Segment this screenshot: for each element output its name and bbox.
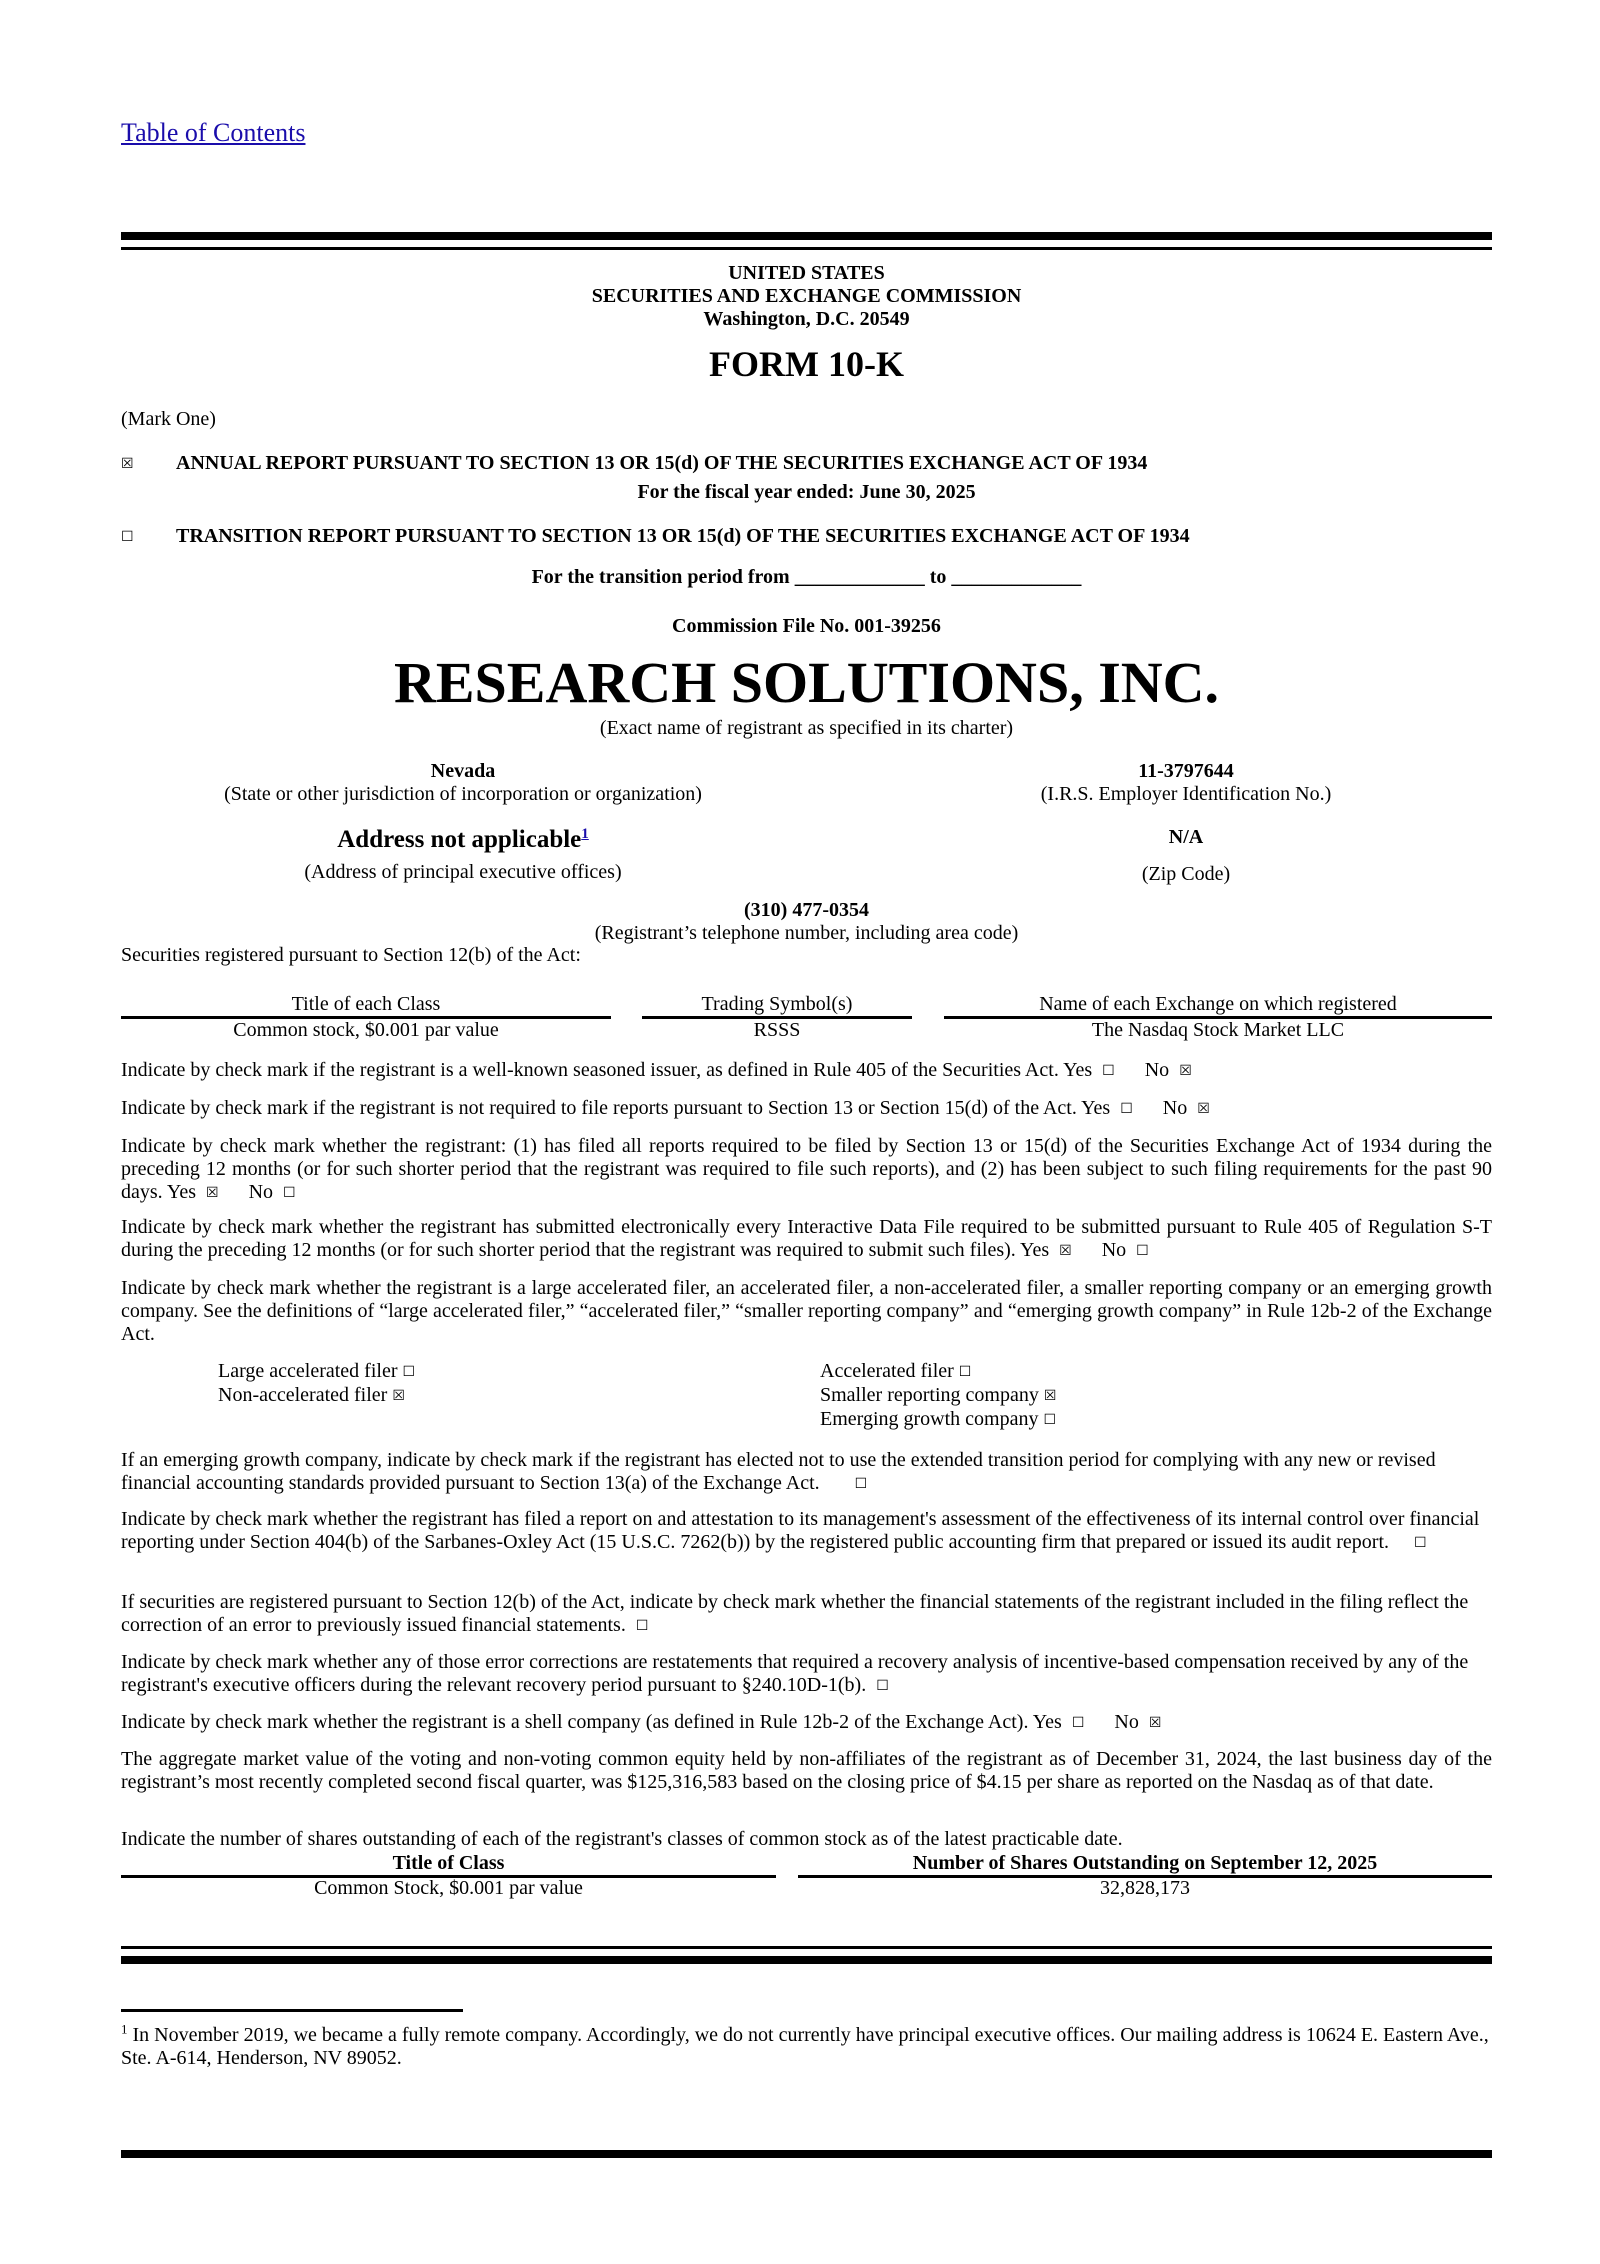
- question-not-required: Indicate by check mark if the registrant is not required to file reports pursuant to Section 13 or Section 15(d) of the Act. Yes ☐ No ☒: [121, 1097, 1210, 1119]
- section-12b-heading: Securities registered pursuant to Section 12(b) of the Act:: [121, 944, 581, 966]
- shares-cell-class: Common Stock, $0.001 par value: [314, 1877, 583, 1899]
- accelerated-checkbox[interactable]: ☐: [958, 1364, 972, 1380]
- mark-one: (Mark One): [121, 408, 216, 430]
- zip-block: [941, 826, 1431, 886]
- header-line3: Washington, D.C. 20549: [703, 308, 910, 330]
- large-accelerated-checkbox[interactable]: ☐: [402, 1364, 416, 1380]
- form-title: FORM 10-K: [709, 344, 904, 384]
- question-interactive: Indicate by check mark whether the registrant has submitted electronically every Interactive Data File required to be submitted pursuant to Rule 405 of Regulation S-T during the preceding 12 months (or for such shorter period that the registrant was required to submit such files). Yes ☒ No ☐: [121, 1216, 1492, 1261]
- question-filer-type: Indicate by check mark whether the registrant is a large accelerated filer, an accelerated filer, a non-accelerated filer, a smaller reporting company or an emerging growth company. See the definitions of “large accelerated filer,” “accelerated filer,” “smaller reporting company” and “emerging growth company” in Rule 12b-2 of the Exchange Act.: [121, 1277, 1492, 1345]
- header-line1: UNITED STATES: [728, 262, 885, 284]
- table-of-contents-link[interactable]: Table of Contents: [121, 118, 306, 147]
- shell-no-checkbox[interactable]: ☒: [1148, 1715, 1162, 1731]
- zip-value: N/A: [1168, 826, 1204, 848]
- footnote-ref-link[interactable]: 1: [581, 826, 589, 842]
- emerging-growth-company: Emerging growth company ☐: [820, 1408, 1057, 1430]
- sec-cell-title: Common stock, $0.001 par value: [233, 1019, 499, 1041]
- phone-value: (310) 477-0354: [744, 899, 869, 921]
- registrant-name-caption: (Exact name of registrant as specified in its charter): [599, 717, 1014, 739]
- sec-header-title: Title of each Class: [121, 993, 611, 1019]
- interactive-yes-checkbox[interactable]: ☒: [1059, 1243, 1072, 1259]
- emerging-growth-checkbox[interactable]: ☐: [1043, 1412, 1057, 1428]
- question-egc: If an emerging growth company, indicate by check mark if the registrant has elected not to use the extended transition period for complying with any new or revised financial accounting standards provided pursuant to Section 13(a) of the Exchange Act. ☐: [121, 1449, 1436, 1494]
- header-line2: SECURITIES AND EXCHANGE COMMISSION: [591, 285, 1022, 307]
- address-value: Address not applicable$^1$: [337, 826, 589, 853]
- ein-block: [941, 760, 1431, 806]
- smaller-reporting-checkbox[interactable]: ☒: [1043, 1388, 1057, 1404]
- transition-checkbox[interactable]: ☐: [121, 529, 134, 545]
- phone-block: [121, 899, 1492, 945]
- footnote-separator: [121, 2009, 463, 2012]
- phone-caption: (Registrant’s telephone number, including area code): [594, 922, 1019, 944]
- egc-checkbox[interactable]: ☐: [854, 1476, 868, 1492]
- sec-header-exchange: Name of each Exchange on which registered: [944, 993, 1492, 1019]
- not-required-no-checkbox[interactable]: ☒: [1197, 1101, 1210, 1117]
- header-rule-thin: [121, 247, 1492, 250]
- annual-label: ANNUAL REPORT PURSUANT TO SECTION 13 OR 15(d) OF THE SECURITIES EXCHANGE ACT OF 1934: [176, 452, 1148, 474]
- state-caption: (State or other jurisdiction of incorporation or organization): [224, 783, 702, 805]
- address-caption: (Address of principal executive offices): [304, 860, 622, 883]
- state-value: Nevada: [430, 760, 496, 782]
- zip-caption: (Zip Code): [1141, 863, 1231, 885]
- sec-cell-symbol: RSSS: [753, 1019, 801, 1041]
- question-wksi: Indicate by check mark if the registrant is a well-known seasoned issuer, as defined in Rule 405 of the Securities Act. Yes ☐ No ☒: [121, 1059, 1192, 1081]
- commission-file: Commission File No. 001-39256: [672, 615, 941, 637]
- state-block: [121, 760, 805, 806]
- footnote-mark: 1: [121, 2021, 128, 2037]
- question-filed: Indicate by check mark whether the registrant: (1) has filed all reports required to be filed by Section 13 or 15(d) of the Securities Exchange Act of 1934 during the preceding 12 months (or for such shorter period that the registrant was required to file such reports), and (2) has been subject to such filing requirements for the past 90 days. Yes ☒ No ☐: [121, 1135, 1492, 1203]
- question-shell: Indicate by check mark whether the registrant is a shell company (as defined in Rule 12b-2 of the Exchange Act). Yes ☐ No ☒: [121, 1711, 1162, 1733]
- non-accelerated-filer: Non-accelerated filer ☒: [218, 1384, 405, 1406]
- wksi-no-checkbox[interactable]: ☒: [1179, 1063, 1192, 1079]
- annual-checkbox[interactable]: ☒: [121, 456, 134, 472]
- smaller-reporting-company: Smaller reporting company ☒: [820, 1384, 1057, 1406]
- transition-report-row: [121, 525, 1492, 548]
- footnote: [121, 2021, 1492, 2070]
- large-accelerated-filer: Large accelerated filer ☐: [218, 1360, 416, 1382]
- bottom-rule-thin: [121, 1946, 1492, 1949]
- shares-cell-number: 32,828,173: [1100, 1877, 1190, 1899]
- accelerated-filer: Accelerated filer ☐: [820, 1360, 972, 1382]
- question-icfr: Indicate by check mark whether the registrant has filed a report on and attestation to its management's assessment of the effectiveness of its internal control over financial reporting under Section 404(b) of the Sarbanes-Oxley Act (15 U.S.C. 7262(b)) by the registered public accounting firm that prepared or issued its audit report. ☐: [121, 1508, 1480, 1553]
- sec-cell-exchange: The Nasdaq Stock Market LLC: [1091, 1019, 1345, 1041]
- filed-no-checkbox[interactable]: ☐: [283, 1185, 296, 1201]
- fiscal-year: For the fiscal year ended: June 30, 2025: [637, 481, 976, 503]
- registrant-name: RESEARCH SOLUTIONS, INC.: [393, 650, 1220, 715]
- address-block: [121, 826, 805, 884]
- agency-header: [121, 262, 1492, 331]
- annual-report-row: [121, 452, 1492, 475]
- transition-label: TRANSITION REPORT PURSUANT TO SECTION 13 OR 15(d) OF THE SECURITIES EXCHANGE ACT OF 1934: [176, 525, 1190, 547]
- transition-period: For the transition period from _____________ to _____________: [531, 566, 1082, 588]
- restatement-checkbox[interactable]: ☐: [876, 1678, 889, 1694]
- question-correction: If securities are registered pursuant to Section 12(b) of the Act, indicate by check mark whether the financial statements of the registrant included in the filing reflect the correction of an error to previously issued financial statements. ☐: [121, 1591, 1469, 1636]
- filed-yes-checkbox[interactable]: ☒: [206, 1185, 219, 1201]
- shell-yes-checkbox[interactable]: ☐: [1071, 1715, 1085, 1731]
- header-rule-thick: [121, 232, 1492, 240]
- shares-header-class: Title of Class: [121, 1852, 776, 1878]
- outstanding-intro: Indicate the number of shares outstanding of each of the registrant's classes of common stock as of the latest practicable date.: [121, 1828, 1123, 1850]
- bottom-rule-thick: [121, 1956, 1492, 1964]
- sec-header-symbol: Trading Symbol(s): [642, 993, 912, 1019]
- ein-caption: (I.R.S. Employer Identification No.): [1040, 783, 1332, 805]
- question-restatement: Indicate by check mark whether any of those error corrections are restatements that required a recovery analysis of incentive-based compensation received by any of the registrant's executive officers during the relevant recovery period pursuant to §240.10D-1(b). ☐: [121, 1651, 1469, 1696]
- footnote-text: In November 2019, we became a fully remote company. Accordingly, we do not currently have principal executive offices. Our mailing address is 10624 E. Eastern Ave., Ste. A-614, Henderson, NV 89052.: [121, 2024, 1489, 2069]
- wksi-yes-checkbox[interactable]: ☐: [1102, 1063, 1115, 1079]
- not-required-yes-checkbox[interactable]: ☐: [1120, 1101, 1133, 1117]
- correction-checkbox[interactable]: ☐: [635, 1618, 649, 1634]
- market-value: The aggregate market value of the voting and non-voting common equity held by non-affiliates of the registrant as of December 31, 2024, the last business day of the registrant’s most recently completed second fiscal quarter, was $125,316,583 based on the closing price of $4.15 per share as reported on the Nasdaq as of that date.: [121, 1748, 1492, 1793]
- non-accelerated-checkbox[interactable]: ☒: [392, 1388, 405, 1404]
- ein-value: 11-3797644: [1138, 760, 1234, 782]
- interactive-no-checkbox[interactable]: ☐: [1136, 1243, 1149, 1259]
- icfr-checkbox[interactable]: ☐: [1414, 1535, 1427, 1551]
- shares-header-number: Number of Shares Outstanding on September 12, 2025: [798, 1852, 1492, 1878]
- page-end-rule: [121, 2150, 1492, 2158]
